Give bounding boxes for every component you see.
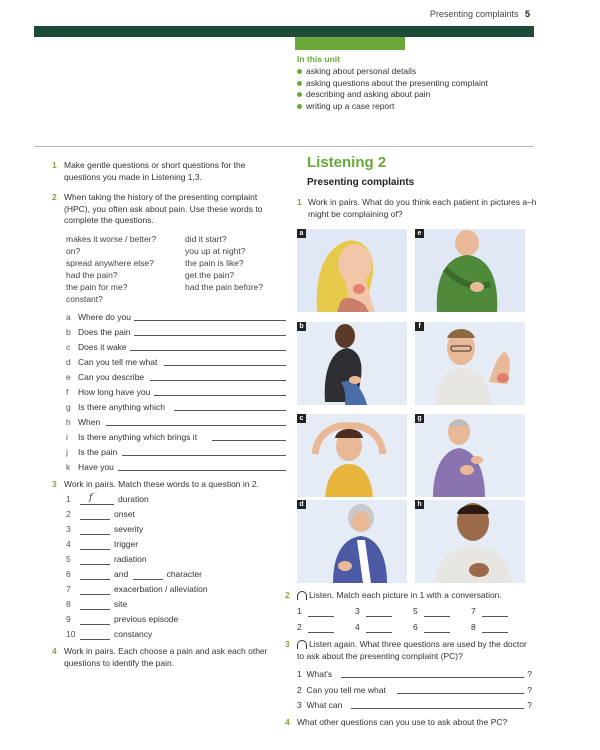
answer-blank[interactable] [133, 570, 163, 580]
word-bank-phrase: did it start? [185, 234, 227, 244]
answer-blank[interactable] [482, 608, 508, 617]
matching-row: 5 radiation [66, 554, 147, 564]
patient-abdomen-illustration [415, 229, 525, 312]
word-bank-phrase: the pain for me? [66, 282, 128, 292]
bullet-icon [297, 104, 302, 109]
exercise-4 [52, 646, 282, 669]
answer-line[interactable] [397, 693, 524, 694]
exercise-number: 4 [285, 717, 290, 727]
patient-chest-pain-illustration [415, 500, 525, 583]
listening-exercise-3 [285, 639, 535, 662]
answer-line[interactable] [164, 365, 286, 366]
exercise-1 [52, 160, 282, 183]
matching-row: 1 f duration [66, 493, 149, 504]
gap-fill-row: g Is there anything which [66, 401, 286, 413]
answer-line[interactable] [122, 455, 286, 456]
gap-fill-row: d Can you tell me what [66, 356, 286, 368]
patient-back-illustration [297, 322, 407, 405]
answer-blank[interactable] [80, 510, 110, 520]
patient-chest-illustration [415, 414, 525, 497]
answer-blank[interactable]: f [80, 495, 114, 505]
exercise-instruction: Work in pairs. Match these words to a question in 2. [64, 479, 259, 489]
exercise-number: 1 [52, 160, 57, 170]
word-bank-phrase: on? [66, 246, 81, 256]
word-bank-phrase: get the pain? [185, 270, 235, 280]
gap-fill-row: c Does it wake [66, 341, 286, 353]
patient-picture-b: b [297, 322, 407, 405]
word-bank-phrase: the pain is like? [185, 258, 244, 268]
exercise-instruction: Work in pairs. Each choose a pain and ask each other questions to identify the pain. [64, 646, 268, 668]
patient-hip-illustration [297, 500, 407, 583]
word-bank-phrase: makes it worse / better? [66, 234, 157, 244]
word-bank-column-1 [66, 233, 156, 305]
answer-line[interactable] [341, 677, 524, 678]
answer-line[interactable] [134, 320, 286, 321]
answer-blank[interactable] [80, 555, 110, 565]
answer-blank[interactable] [366, 624, 392, 633]
exercise-3 [52, 479, 282, 491]
exercise-number: 4 [52, 646, 57, 656]
answer-row: 3 What can ? [297, 700, 532, 710]
patient-picture-e: e [415, 229, 525, 312]
unit-objective: describing and asking about pain [297, 89, 537, 101]
gap-fill-row: j Is the pain [66, 446, 286, 458]
headphones-icon [297, 591, 307, 600]
patient-picture-c: c [297, 414, 407, 497]
exercise-instruction: When taking the history of the presenting complaint (HPC), you often ask about pain. Use these words to complete the questions. [64, 192, 263, 225]
in-this-unit-box [297, 54, 537, 112]
gap-fill-row: f How long have you [66, 386, 286, 398]
patient-throat-illustration [297, 229, 407, 312]
section-title: Presenting complaints [429, 9, 519, 19]
matching-row: 7 exacerbation / alleviation [66, 584, 208, 594]
listening-exercise-1 [297, 197, 537, 220]
bullet-icon [297, 92, 302, 97]
exercise-2 [52, 192, 282, 227]
exercise-number: 2 [52, 192, 57, 202]
word-bank-phrase: spread anywhere else? [66, 258, 154, 268]
section-divider [34, 146, 534, 147]
patient-picture-h: h [415, 500, 525, 583]
gap-fill-row: b Does the pain [66, 326, 286, 338]
unit-banner-accent [295, 37, 405, 50]
matching-row: 4 trigger [66, 539, 139, 549]
matching-row: 6 and character [66, 569, 202, 579]
gap-fill-row: e Can you describe [66, 371, 286, 383]
section-subheading: Presenting complaints [307, 177, 415, 188]
headphones-icon [297, 640, 307, 649]
word-bank-column-2 [185, 233, 263, 293]
answer-row: 2 Can you tell me what ? [297, 685, 532, 695]
answer-blank[interactable] [80, 615, 110, 625]
word-bank-phrase: had the pain before? [185, 282, 263, 292]
exercise-number: 1 [297, 197, 302, 207]
answer-line[interactable] [174, 410, 286, 411]
answer-line[interactable] [130, 350, 286, 351]
exercise-instruction: What other questions can you use to ask about the PC? [297, 717, 508, 727]
patient-picture-g: g [415, 414, 525, 497]
answer-blank[interactable] [366, 608, 392, 617]
answer-line[interactable] [154, 395, 286, 396]
answer-line[interactable] [106, 425, 286, 426]
answer-line[interactable] [351, 708, 524, 709]
matching-row: 2 onset [66, 509, 135, 519]
word-bank-phrase: constant? [66, 294, 103, 304]
listening-exercise-2 [285, 590, 535, 602]
answer-row: 1 What's ? [297, 669, 532, 679]
exercise-instruction: Listen again. What three questions are used by the doctor to ask about the presenting complaint (PC)? [297, 639, 527, 661]
unit-objective: asking about personal details [297, 66, 537, 78]
gap-fill-row: a Where do you [66, 311, 286, 323]
section-heading: Listening 2 [307, 154, 387, 171]
exercise-number: 3 [52, 479, 57, 489]
exercise-instruction: Make gentle questions or short questions for the questions you made in Listening 1,3. [64, 160, 246, 182]
answer-blank[interactable] [308, 624, 334, 633]
unit-objective: asking questions about the presenting complaint [297, 78, 537, 90]
listening-exercise-4 [285, 717, 535, 729]
answer-line[interactable] [118, 470, 286, 471]
matching-row: 8 site [66, 599, 128, 609]
answer-blank[interactable] [80, 570, 110, 580]
word-bank-phrase: you up at night? [185, 246, 246, 256]
answer-blank[interactable] [80, 540, 110, 550]
patient-arm-illustration [415, 322, 525, 405]
answer-blank[interactable] [80, 630, 110, 640]
answer-line[interactable] [150, 380, 286, 381]
patient-picture-a: a [297, 229, 407, 312]
answer-blank[interactable] [80, 585, 110, 595]
answer-blank[interactable] [308, 608, 334, 617]
word-bank-phrase: had the pain? [66, 270, 118, 280]
answer-blank[interactable] [424, 624, 450, 633]
bullet-icon [297, 69, 302, 74]
answer-blank[interactable] [424, 608, 450, 617]
patient-picture-f: f [415, 322, 525, 405]
answer-line[interactable] [212, 440, 286, 441]
answer-blank[interactable] [482, 624, 508, 633]
exercise-instruction: Listen. Match each picture in 1 with a conversation. [297, 590, 535, 602]
answer-line[interactable] [134, 335, 286, 336]
answer-blank[interactable] [80, 600, 110, 610]
in-this-unit-title: In this unit [297, 54, 340, 64]
patient-picture-d: d [297, 500, 407, 583]
bullet-icon [297, 81, 302, 86]
exercise-number: 3 [285, 639, 290, 649]
patient-headache-illustration [297, 414, 407, 497]
unit-objective: writing up a case report [297, 101, 537, 113]
exercise-number: 2 [285, 590, 290, 600]
matching-row: 3 severity [66, 524, 144, 534]
matching-row: 9 previous episode [66, 614, 179, 624]
answer-blank[interactable] [80, 525, 110, 535]
page-number: 5 [524, 9, 530, 19]
matching-row: 10 constancy [66, 629, 153, 639]
gap-fill-row: h When [66, 416, 286, 428]
unit-banner-bar [34, 26, 534, 37]
exercise-instruction: Work in pairs. What do you think each patient in pictures a–h might be complaining of? [308, 197, 537, 219]
running-header [430, 9, 530, 19]
gap-fill-row: i Is there anything which brings it [66, 431, 286, 443]
gap-fill-row: k Have you [66, 461, 286, 473]
